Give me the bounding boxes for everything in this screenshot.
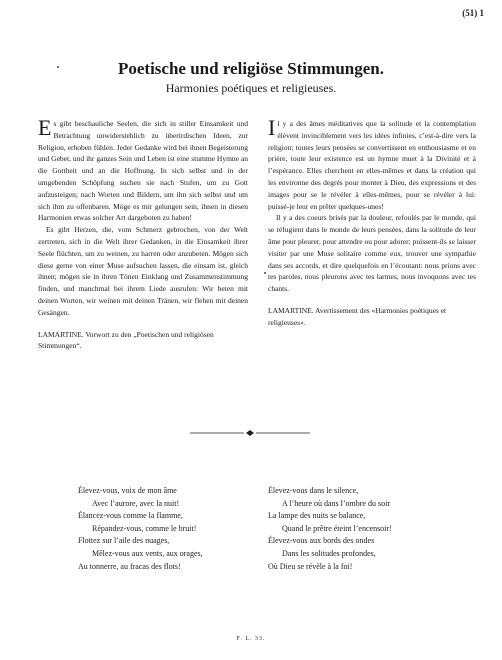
poem-line: Élevez-vous aux bords des ondes	[268, 536, 375, 546]
poem-line: Répandez-vous, comme le bruit!	[92, 523, 197, 533]
poem-line: Élevez-vous, voix de mon âme	[78, 486, 177, 495]
poem-line: Flottez sur l’aile des nuages,	[78, 536, 170, 546]
french-paragraph-2: Il y a des coeurs brisés par la douleur, refoulés par le monde, qui se réfugient dans le monde de leurs pensées, dans la solitude de leur âme pour pleurer, pour attendre ou pour adorer; puissent-ils se laisser visiter par une Muse solitaire comme eux, trouver une sympathie dans ses accords, et dire quelquefois en l’écoutant: nous prions avec tes paroles, nous pleurons avec tes larmes, nous invoquons avec tes chants.	[268, 213, 476, 294]
poem-line: Avec l’aurore, avec la nuit!	[92, 498, 180, 508]
german-paragraph-1-text: s gibt beschauliche Seelen, die sich in stiller Einsamkeit und Betrachtung unwiderstehlich zu überirdischen Ideen, zur Religion, erhoben fühlen. Jeder Gedanke wird bei ihnen Begeisterung und Gebet, und ihr ganzes Sein und Leben ist eine stumme Hymne an die Gottheit und an die Hoffnung. In sich selbst und in der umgebenden Schöpfung suchen sie nach Stufen, um zu Gott aufzusteigen; nach Worten und Bildern, um ihn sich selbst und um sich ihm zu offenbaren. Möge es mir gelungen sein, ihnen in diesen Harmonien etwas solcher Art dargeboten zu haben!	[38, 119, 248, 223]
print-speck	[57, 66, 59, 68]
divider-ornament	[190, 428, 310, 438]
page-number: (51) 1	[462, 8, 484, 18]
page-title: Poetische und religiöse Stimmungen.	[117, 59, 385, 78]
poem-line: A l’heure où dans l’ombre du soir	[282, 498, 390, 508]
poem-line: Élancez-vous comme la flamme,	[78, 511, 183, 521]
german-paragraph-1	[38, 115, 248, 224]
german-paragraph-2: Es gibt Herzen, die, vom Schmerz gebrochen, von der Welt zertreten, sich in die Welt ihrer Gedanken, in die Einsamkeit ihrer Seele flüchten, um zu weinen, zu harren oder anzubeten. Mögen sich diese gerne von einer Muse aufsuchen lassen, die einsam ist, gleich ihnen; mögen sie in ihren Tönen Einklang und Zusammenstimmung finden, und manchmal bei ihrem Liede ausrufen: Wir beten mit deinen Worten, wir weinen mit deinen Tränen, wir flehen mit deinen Gesängen.	[38, 225, 248, 317]
french-paragraph-1-text: l y a des âmes méditatives que la solitude et la contemplation élèvent invinciblement vers les idées infinies, c’est-à-dire vers la religion; toutes leurs pensées se convertissent en enthousiasme et en prière, toute leur existence est un hymne muet à la Divinité et à l’espérance. Elles cherchent en elles-mêmes et dans la création qui les environne des degrés pour monter à Dieu, des expressions et des images pour se le révéler à elles-mêmes, pour se révéler à lui: puissé-je leur en prêter quelques-unes!	[268, 119, 476, 211]
german-column	[38, 115, 248, 352]
poem-line: Où Dieu se révèle à la foi!	[268, 561, 353, 571]
page-subtitle: Harmonies poétiques et religieuses.	[165, 81, 337, 95]
poem-line: Quand le prêtre éteint l’encensoir!	[282, 523, 392, 533]
french-attribution: LAMARTINE. Avertissement des «Harmonies poétiques et religieuses».	[268, 305, 447, 327]
poem-line: Au tonnerre, au fracas des flots!	[78, 561, 181, 571]
poem-line: Dans les solitudes profondes,	[282, 548, 376, 558]
page-footer: F. L. 33.	[236, 636, 266, 642]
french-paragraph-1	[268, 115, 476, 212]
german-dropcap: E	[38, 115, 52, 140]
print-speck	[264, 272, 266, 274]
poem-line: Élevez-vous dans le silence,	[268, 486, 359, 495]
french-column	[268, 115, 476, 329]
poem-line: Mêlez-vous aux vents, aux orages,	[92, 548, 203, 558]
poem-line: La lampe des nuits se balance,	[268, 511, 366, 521]
french-dropcap: I	[268, 115, 276, 140]
poem-stanza-left	[78, 485, 203, 573]
german-attribution: LAMARTINE. Vorwort zu den „Poetischen und religiösen Stimmungen“.	[38, 329, 214, 351]
poem-stanza-right	[268, 485, 392, 573]
